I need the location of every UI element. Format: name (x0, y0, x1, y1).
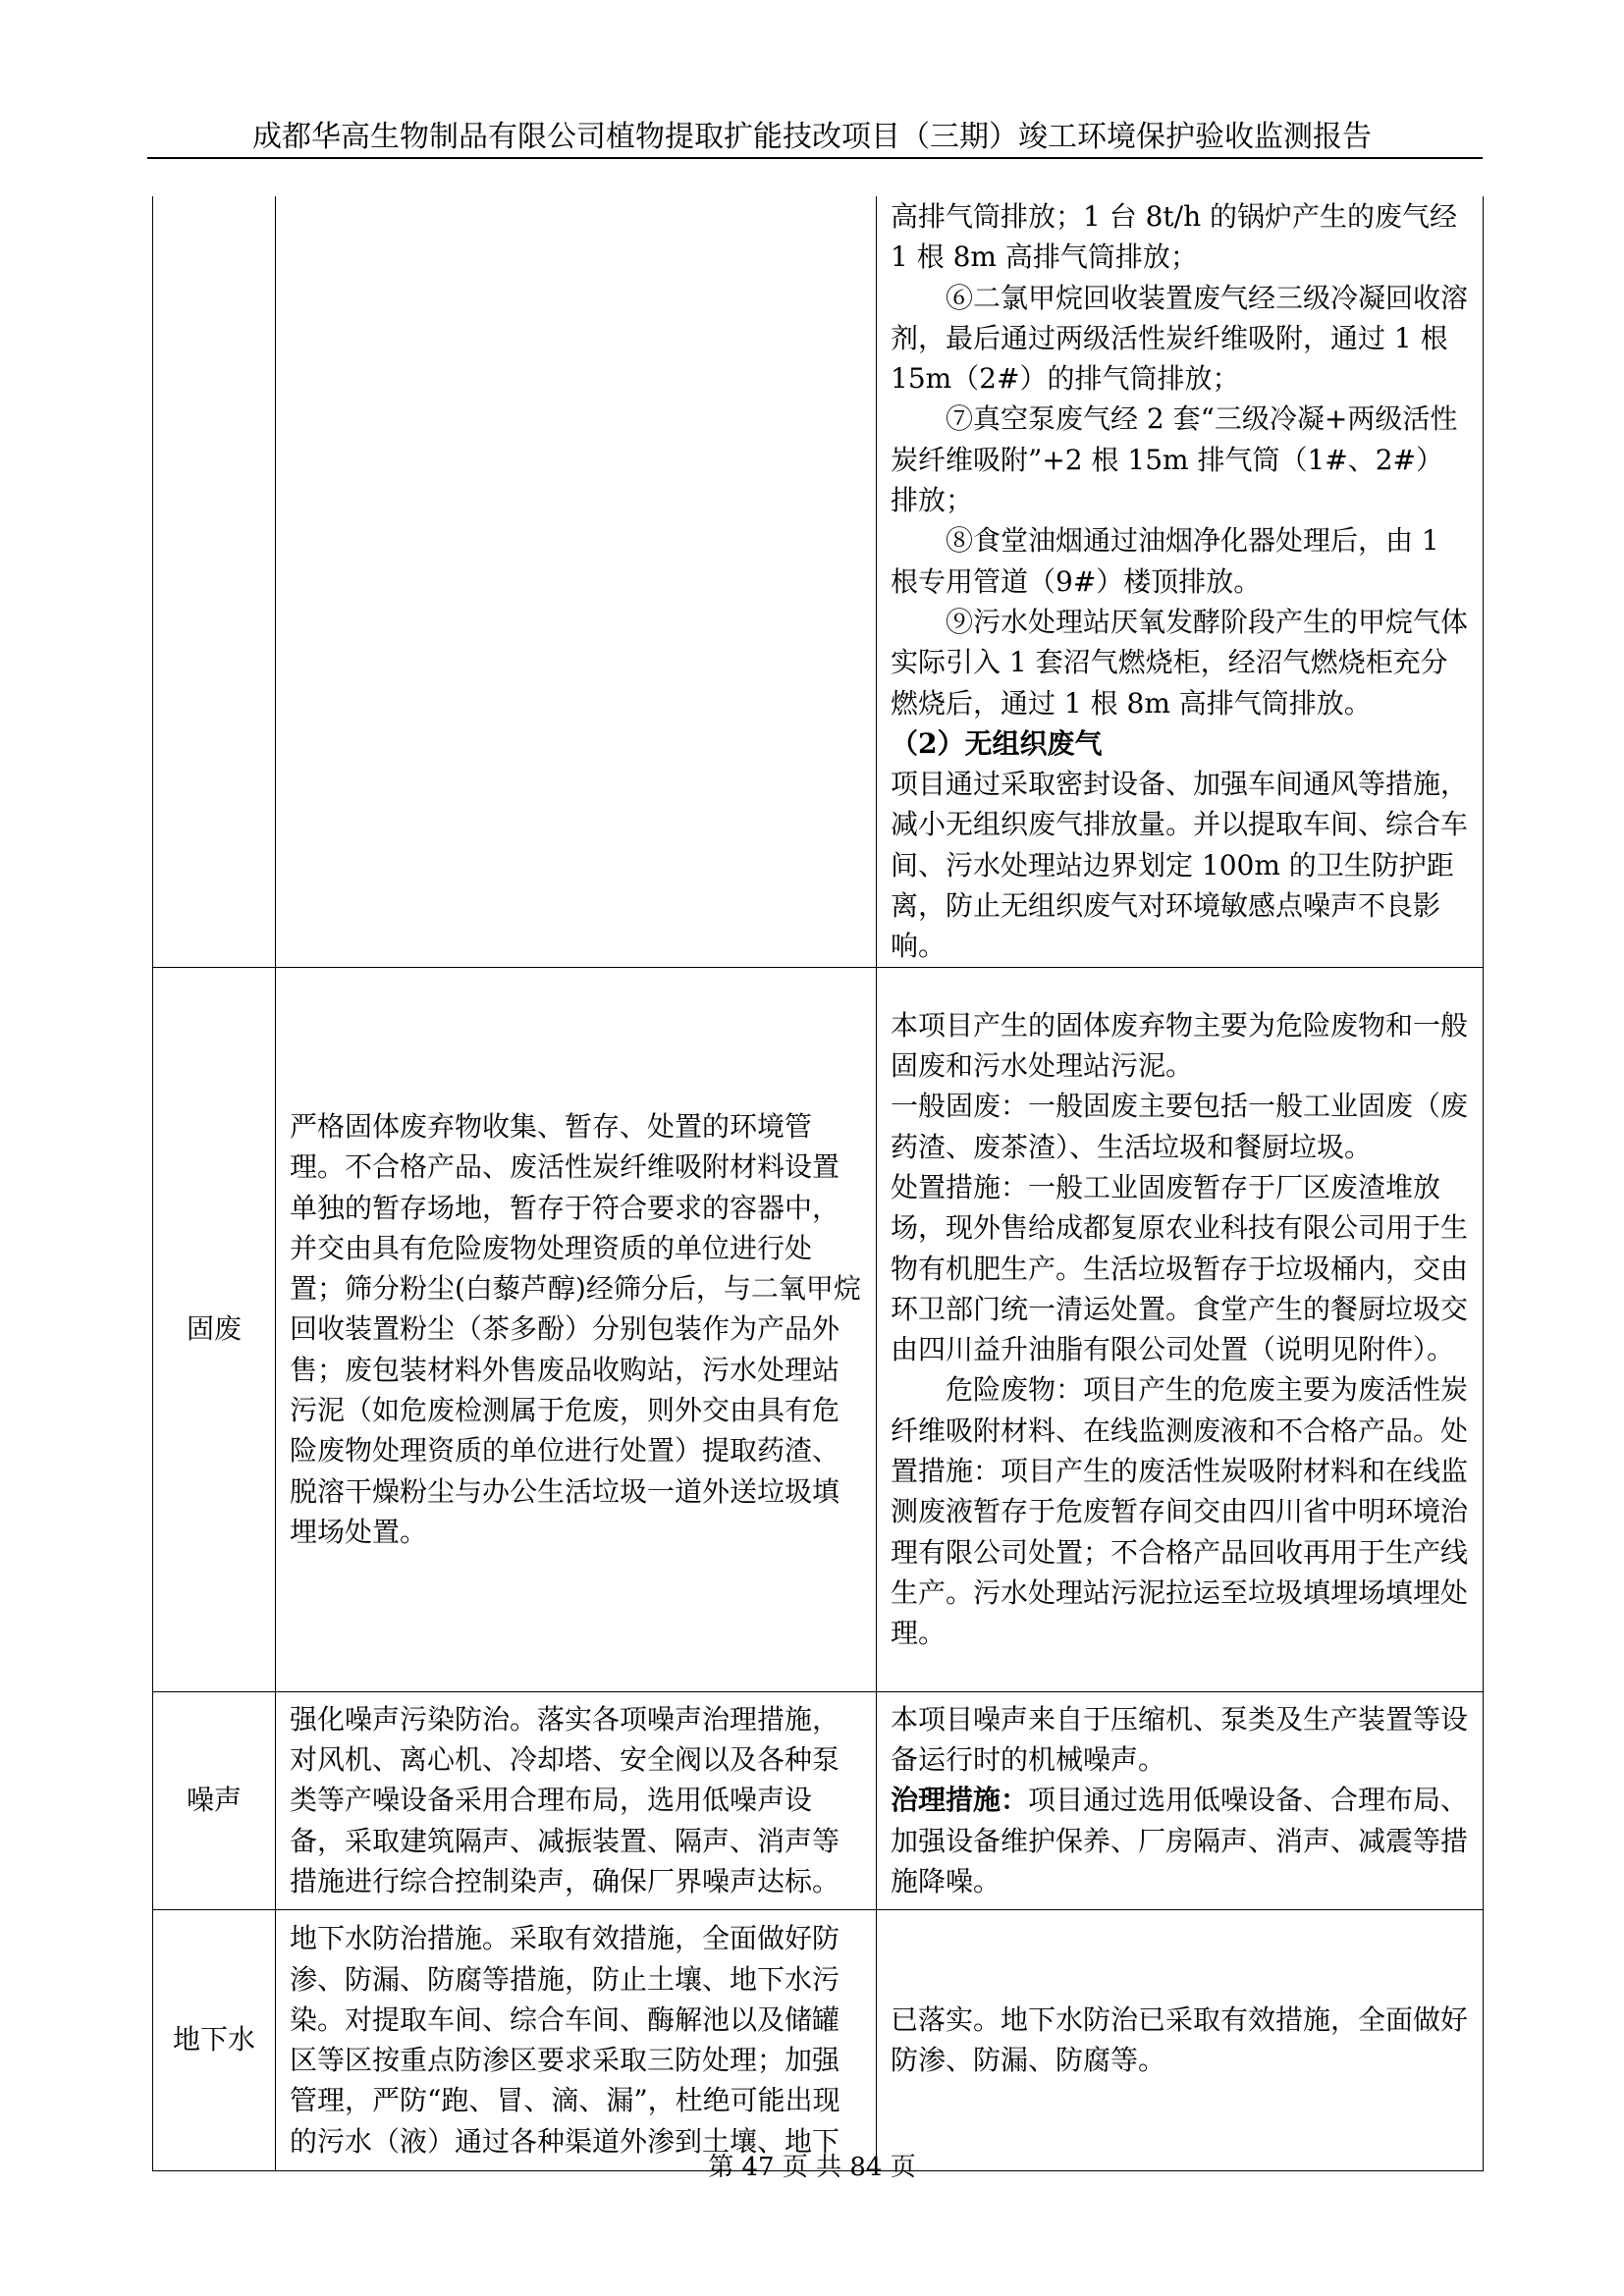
implementation-paragraph: 项目通过采取密封设备、加强车间通风等措施，减小无组织废气排放量。并以提取车间、综合车间、污水处理站边界划定 100m 的卫生防护距离，防止无组织废气对环境敏感点噪声不良影响。 (891, 768, 1469, 963)
table-row-solid-waste (153, 967, 1484, 1691)
requirement-paragraph: 严格固体废弃物收集、暂存、处置的环境管理。不合格产品、废活性炭纤维吸附材料设置单独的暂存场地，暂存于符合要求的容器中，并交由具有危险废物处理资质的单位进行处置；筛分粉尘(白藜芦醇)经筛分后，与二氧甲烷回收装置粉尘（茶多酚）分别包装作为产品外售；废包装材料外售废品收购站，污水处理站污泥（如危废检测属于危废，则外交由具有危险废物处理资质的单位进行处置）提取药渣、脱溶干燥粉尘与办公生活垃圾一道外送垃圾填埋场处置。 (290, 1110, 861, 1548)
treatment-measures-label: 治理措施： (891, 1784, 1029, 1817)
implementation-paragraph (891, 1780, 1469, 1901)
implementation-paragraph: 高排气筒排放；1 台 8t/h 的锅炉产生的废气经 1 根 8m 高排气筒排放； (891, 200, 1458, 274)
implementation-paragraph: 本项目噪声来自于压缩机、泵类及生产装置等设备运行时的机械噪声。 (891, 1702, 1469, 1777)
requirement-cell (276, 1909, 877, 2170)
table-row-exhaust (153, 196, 1484, 967)
requirement-paragraph: 强化噪声污染防治。落实各项噪声治理措施，对风机、离心机、冷却塔、安全阀以及各种泵类等产噪设备采用合理布局，选用低噪声设备，采取建筑隔声、减振装置、隔声、消声等措施进行综合控制染声，确保厂界噪声达标。 (290, 1702, 840, 1898)
category-cell (153, 196, 276, 967)
implementation-paragraph: ⑦真空泵废气经 2 套“三级冷凝+两级活性炭纤维吸附”+2 根 15m 排气筒（1#、2#）排放； (891, 402, 1458, 517)
report-header-title: 成都华高生物制品有限公司植物提取扩能技改项目（三期）竣工环境保护验收监测报告 (252, 120, 1372, 154)
implementation-paragraph: 本项目产生的固体废弃物主要为危险废物和一般固废和污水处理站污泥。 (891, 1008, 1469, 1083)
implementation-cell (877, 1909, 1484, 2170)
requirement-cell (276, 1691, 877, 1909)
category-cell: 地下水 (153, 1909, 276, 2170)
measures-table (152, 196, 1484, 2171)
category-cell: 固废 (153, 967, 276, 1691)
table-row-noise (153, 1691, 1484, 1909)
treatment-measures-text: 项目通过选用低噪设备、合理布局、加强设备维护保养、厂房隔声、消声、减震等措施降噪。 (891, 1784, 1469, 1898)
implementation-paragraph: ⑨污水处理站厌氧发酵阶段产生的甲烷气体实际引入 1 套沼气燃烧柜，经沼气燃烧柜充分燃烧后，通过 1 根 8m 高排气筒排放。 (891, 605, 1469, 720)
requirement-cell (276, 196, 877, 967)
table-row-groundwater (153, 1909, 1484, 2170)
implementation-paragraph: 一般固废：一般固废主要包括一般工业固废（废药渣、废茶渣）、生活垃圾和餐厨垃圾。 (891, 1090, 1469, 1163)
implementation-cell (877, 1691, 1484, 1909)
header-divider (147, 157, 1483, 159)
implementation-paragraph: ⑥二氯甲烷回收装置废气经三级冷凝回收溶剂，最后通过两级活性炭纤维吸附，通过 1 根 15m（2#）的排气筒排放； (891, 281, 1469, 396)
requirement-paragraph: 地下水防治措施。采取有效措施，全面做好防渗、防漏、防腐等措施，防止土壤、地下水污染。对提取车间、综合车间、酶解池以及储罐区等区按重点防渗区要求采取三防处理；加强管理，严防“跑、冒、滴、漏”，杜绝可能出现的污水（液）通过各种渠道外渗到土壤、地下 (290, 1922, 840, 2158)
implementation-paragraph: ⑧食堂油烟通过油烟净化器处理后，由 1 根专用管道（9#）楼顶排放。 (891, 524, 1439, 598)
implementation-paragraph: 危险废物：项目产生的危废主要为废活性炭纤维吸附材料、在线监测废液和不合格产品。处置措施：项目产生的废活性炭吸附材料和在线监测废液暂存于危废暂存间交由四川省中明环境治理有限公司处置；不合格产品回收再用于生产线生产。污水处理站污泥拉运至垃圾填埋场填埋处理。 (891, 1373, 1469, 1650)
implementation-cell (877, 967, 1484, 1691)
fugitive-emission-heading: （2）无组织废气 (891, 726, 1103, 760)
implementation-cell (877, 196, 1484, 967)
implementation-paragraph: 已落实。地下水防治已采取有效措施，全面做好防渗、防漏、防腐等。 (891, 2002, 1469, 2077)
page-number: 第 47 页 共 84 页 (708, 2153, 916, 2182)
implementation-paragraph: 处置措施：一般工业固废暂存于厂区废渣堆放场，现外售给成都复原农业科技有限公司用于生物有机肥生产。生活垃圾暂存于垃圾桶内，交由环卫部门统一清运处置。食堂产生的餐厨垃圾交由四川益升油脂有限公司处置（说明见附件）。 (891, 1170, 1469, 1366)
requirement-cell (276, 967, 877, 1691)
category-cell: 噪声 (153, 1691, 276, 1909)
